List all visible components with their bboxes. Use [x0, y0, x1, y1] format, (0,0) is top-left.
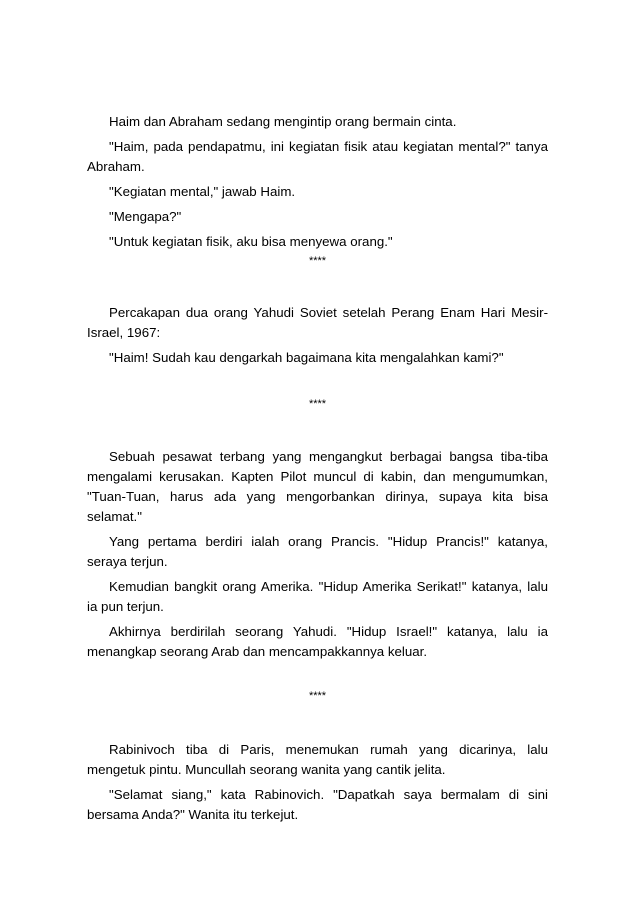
paragraph: Yang pertama berdiri ialah orang Prancis. "Hidup Prancis!" katanya, seraya terjun. [87, 534, 548, 569]
paragraph: Sebuah pesawat terbang yang mengangkut berbagai bangsa tiba-tiba mengalami kerusakan. Kapten Pilot muncul di kabin, dan mengumumkan, "Tuan-Tuan, harus ada yang mengorbankan dirinya, supaya kita bisa selamat." [87, 449, 548, 524]
document-page [87, 112, 548, 830]
paragraph: "Mengapa?" [109, 209, 182, 224]
section-separator: **** [308, 255, 327, 267]
joke-section [87, 447, 548, 703]
paragraph: "Untuk kegiatan fisik, aku bisa menyewa orang." [109, 234, 393, 249]
section-separator: **** [308, 690, 327, 702]
joke-section [87, 740, 548, 825]
paragraph: "Selamat siang," kata Rabinovich. "Dapatkah saya bermalam di sini bersama Anda?" Wanita itu terkejut. [87, 787, 548, 822]
paragraph: "Kegiatan mental," jawab Haim. [109, 184, 296, 199]
paragraph: "Haim! Sudah kau dengarkah bagaimana kita mengalahkan kami?" [109, 350, 504, 365]
paragraph: Akhirnya berdirilah seorang Yahudi. "Hidup Israel!" katanya, lalu ia menangkap seorang Arab dan mencampakkannya keluar. [87, 624, 548, 659]
joke-section [87, 112, 548, 268]
paragraph: Percakapan dua orang Yahudi Soviet setelah Perang Enam Hari Mesir-Israel, 1967: [87, 305, 548, 340]
joke-section [87, 303, 548, 411]
paragraph: "Haim, pada pendapatmu, ini kegiatan fisik atau kegiatan mental?" tanya Abraham. [87, 139, 548, 174]
section-separator: **** [308, 398, 327, 410]
paragraph: Rabinivoch tiba di Paris, menemukan rumah yang dicarinya, lalu mengetuk pintu. Muncullah seorang wanita yang cantik jelita. [87, 742, 548, 777]
paragraph: Kemudian bangkit orang Amerika. "Hidup Amerika Serikat!" katanya, lalu ia pun terjun. [87, 579, 548, 614]
paragraph: Haim dan Abraham sedang mengintip orang bermain cinta. [109, 114, 457, 129]
